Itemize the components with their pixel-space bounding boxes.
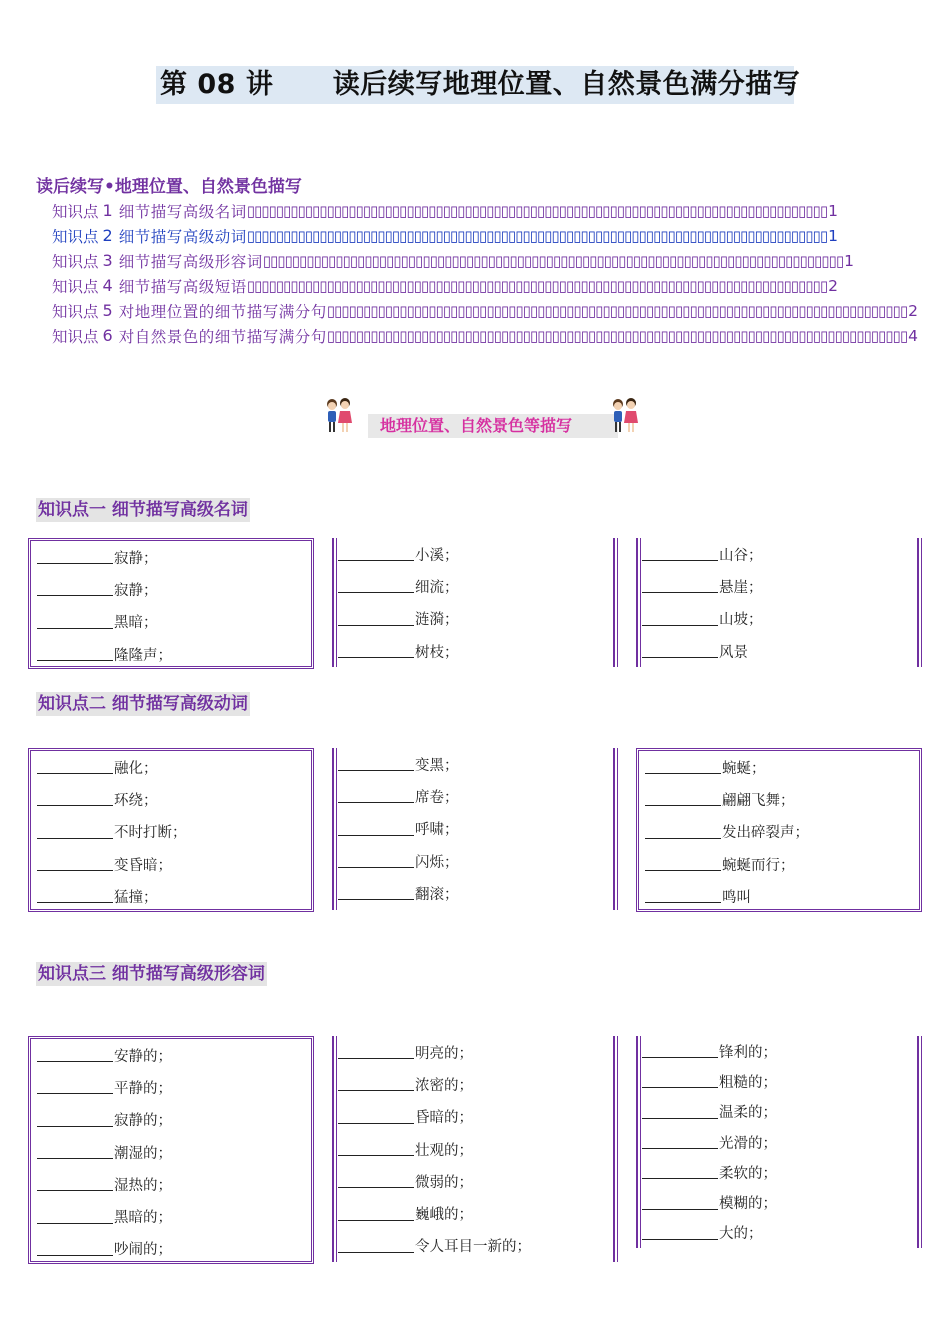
answer-blank[interactable]: [338, 612, 414, 626]
answer-blank[interactable]: [338, 547, 414, 561]
toc-leader: ▯▯▯▯▯▯▯▯▯▯▯▯▯▯▯▯▯▯▯▯▯▯▯▯▯▯▯▯▯▯▯▯▯▯▯▯▯▯▯▯▯▯▯▯▯▯▯▯▯▯▯▯▯▯▯▯▯▯▯▯▯▯▯▯▯▯▯▯▯▯▯▯▯▯▯▯▯▯▯▯: [246, 201, 828, 220]
toc-item-number: 3: [102, 251, 113, 270]
column-border: [332, 538, 337, 667]
vocab-word: 翻滚；: [415, 886, 459, 903]
section-heading-verbs: 知识点二 细节描写高级动词: [38, 694, 248, 714]
toc-leader: ▯▯▯▯▯▯▯▯▯▯▯▯▯▯▯▯▯▯▯▯▯▯▯▯▯▯▯▯▯▯▯▯▯▯▯▯▯▯▯▯▯▯▯▯▯▯▯▯▯▯▯▯▯▯▯▯▯▯▯▯▯▯▯▯▯▯▯▯▯▯▯▯▯▯▯▯▯▯▯▯: [326, 326, 908, 345]
toc-item-page: 1: [844, 251, 854, 270]
toc-item-page: 1: [828, 201, 838, 220]
answer-blank[interactable]: [338, 579, 414, 593]
section-banner: [324, 396, 654, 442]
section-heading-adjectives: 知识点三 细节描写高级形容词: [38, 964, 265, 984]
vocab-word: 潮湿的；: [114, 1145, 172, 1162]
vocab-word: 微弱的；: [415, 1174, 473, 1191]
vocab-word: 锋利的；: [719, 1044, 777, 1061]
banner-text: 地理位置、自然景色等描写: [368, 414, 618, 438]
word-column: [28, 1036, 314, 1264]
vocab-word: 悬崖；: [719, 579, 763, 596]
answer-blank[interactable]: [338, 757, 414, 771]
word-column: [332, 538, 618, 667]
vocab-item: [639, 880, 919, 912]
vocab-item: [332, 877, 618, 909]
vocab-item: [31, 1200, 311, 1232]
column-border: [917, 1036, 922, 1248]
vocab-item: [31, 606, 311, 638]
answer-blank[interactable]: [642, 1044, 718, 1058]
toc-item-label: 知识点: [52, 227, 99, 246]
column-border: [636, 538, 641, 667]
vocab-item: [332, 780, 618, 812]
vocab-item: [31, 751, 311, 783]
vocab-word: 寂静；: [114, 550, 158, 567]
answer-blank[interactable]: [37, 1145, 113, 1159]
vocab-item: [31, 848, 311, 880]
vocab-item: [636, 635, 922, 667]
vocab-item: [31, 573, 311, 605]
answer-blank[interactable]: [642, 1226, 718, 1240]
vocab-item: [332, 1133, 618, 1165]
vocab-item: [636, 1187, 922, 1217]
vocab-item: [31, 783, 311, 815]
vocab-word: 黑暗的；: [114, 1210, 172, 1227]
vocab-word: 鸣叫: [722, 889, 751, 906]
answer-blank[interactable]: [338, 1207, 414, 1221]
word-column: [28, 538, 314, 669]
vocab-item: [332, 748, 618, 780]
toc-item-number: 1: [102, 201, 113, 220]
vocab-word: 细流；: [415, 579, 459, 596]
vocab-item: [639, 848, 919, 880]
vocab-word: 黑暗；: [114, 615, 158, 632]
vocab-item: [332, 813, 618, 845]
vocab-item: [332, 570, 618, 602]
toc-item-page: 1: [828, 226, 838, 245]
toc-item-title: 细节描写高级形容词: [118, 252, 263, 271]
vocab-word: 令人耳目一新的；: [415, 1239, 531, 1256]
vocab-item: [31, 880, 311, 912]
answer-blank[interactable]: [37, 792, 113, 806]
toc-item-label: 知识点: [52, 327, 99, 346]
vocab-word: 温柔的；: [719, 1105, 777, 1122]
vocab-word: 不时打断；: [114, 825, 187, 842]
toc-item-number: 2: [102, 226, 113, 245]
vocab-word: 环绕；: [114, 792, 158, 809]
vocab-word: 寂静；: [114, 582, 158, 599]
word-column: [28, 748, 314, 912]
vocab-word: 明亮的；: [415, 1045, 473, 1062]
answer-blank[interactable]: [338, 886, 414, 900]
vocab-word: 安静的；: [114, 1048, 172, 1065]
vocab-word: 变昏暗；: [114, 857, 172, 874]
toc-leader: ▯▯▯▯▯▯▯▯▯▯▯▯▯▯▯▯▯▯▯▯▯▯▯▯▯▯▯▯▯▯▯▯▯▯▯▯▯▯▯▯▯▯▯▯▯▯▯▯▯▯▯▯▯▯▯▯▯▯▯▯▯▯▯▯▯▯▯▯▯▯▯▯▯▯▯▯▯▯▯▯: [246, 226, 828, 245]
vocab-word: 隆隆声；: [114, 647, 172, 664]
vocab-item: [31, 1233, 311, 1265]
column-border: [613, 748, 618, 910]
section-heading-nouns: 知识点一 细节描写高级名词: [38, 500, 248, 520]
toc-item-number: 5: [102, 301, 113, 320]
kids-icon: [610, 396, 640, 436]
answer-blank[interactable]: [37, 857, 113, 871]
vocab-item: [639, 783, 919, 815]
vocab-word: 巍峨的；: [415, 1207, 473, 1224]
vocab-word: 树枝；: [415, 644, 459, 661]
word-column: [636, 1036, 922, 1248]
vocab-item: [639, 816, 919, 848]
toc-item-page: 2: [828, 276, 838, 295]
vocab-item: [332, 603, 618, 635]
toc-item[interactable]: [52, 198, 838, 223]
answer-blank[interactable]: [338, 789, 414, 803]
vocab-item: [332, 1101, 618, 1133]
answer-blank[interactable]: [642, 1165, 718, 1179]
toc-item[interactable]: [52, 248, 854, 273]
answer-blank[interactable]: [642, 644, 718, 658]
column-border: [332, 748, 337, 910]
answer-blank[interactable]: [338, 1077, 414, 1091]
answer-blank[interactable]: [642, 1105, 718, 1119]
answer-blank[interactable]: [642, 579, 718, 593]
toc-item-title: 细节描写高级动词: [118, 227, 247, 246]
toc-item-label: 知识点: [52, 202, 99, 221]
vocab-item: [636, 603, 922, 635]
vocab-item: [31, 638, 311, 670]
answer-blank[interactable]: [37, 1113, 113, 1127]
answer-blank[interactable]: [37, 1242, 113, 1256]
vocab-word: 粗糙的；: [719, 1074, 777, 1091]
answer-blank[interactable]: [37, 760, 113, 774]
vocab-item: [332, 1197, 618, 1229]
toc-item[interactable]: [52, 298, 918, 323]
toc-list: [52, 198, 918, 348]
vocab-word: 浓密的；: [415, 1077, 473, 1094]
answer-blank[interactable]: [37, 1177, 113, 1191]
answer-blank[interactable]: [645, 760, 721, 774]
answer-blank[interactable]: [37, 889, 113, 903]
answer-blank[interactable]: [645, 857, 721, 871]
vocab-item: [636, 1157, 922, 1187]
vocab-word: 湿热的；: [114, 1177, 172, 1194]
vocab-item: [31, 1136, 311, 1168]
vocab-word: 吵闹的；: [114, 1242, 172, 1259]
kids-icon: [324, 396, 354, 436]
answer-blank[interactable]: [338, 822, 414, 836]
vocab-item: [332, 1165, 618, 1197]
toc-item-label: 知识点: [52, 302, 99, 321]
answer-blank[interactable]: [338, 1239, 414, 1253]
toc-item-label: 知识点: [52, 277, 99, 296]
toc-leader: ▯▯▯▯▯▯▯▯▯▯▯▯▯▯▯▯▯▯▯▯▯▯▯▯▯▯▯▯▯▯▯▯▯▯▯▯▯▯▯▯▯▯▯▯▯▯▯▯▯▯▯▯▯▯▯▯▯▯▯▯▯▯▯▯▯▯▯▯▯▯▯▯▯▯▯▯▯▯▯▯: [326, 301, 908, 320]
vocab-item: [31, 816, 311, 848]
word-column: [332, 748, 618, 910]
answer-blank[interactable]: [338, 1142, 414, 1156]
answer-blank[interactable]: [645, 792, 721, 806]
vocab-item: [636, 1127, 922, 1157]
column-border: [613, 1036, 618, 1262]
answer-blank[interactable]: [338, 644, 414, 658]
vocab-word: 光滑的；: [719, 1135, 777, 1152]
toc-item[interactable]: [52, 273, 838, 298]
vocab-word: 变黑；: [415, 757, 459, 774]
vocab-word: 翩翩飞舞；: [722, 792, 795, 809]
vocab-item: [332, 538, 618, 570]
answer-blank[interactable]: [338, 1045, 414, 1059]
vocab-word: 山坡；: [719, 612, 763, 629]
vocab-item: [332, 635, 618, 667]
vocab-word: 闪烁；: [415, 854, 459, 871]
toc-item-page: 4: [908, 326, 918, 345]
word-column: [332, 1036, 618, 1262]
answer-blank[interactable]: [642, 1196, 718, 1210]
vocab-item: [332, 1230, 618, 1262]
vocab-item: [332, 1036, 618, 1068]
vocab-word: 平静的；: [114, 1080, 172, 1097]
vocab-word: 猛撞；: [114, 889, 158, 906]
toc-item-label: 知识点: [52, 252, 99, 271]
toc-leader: ▯▯▯▯▯▯▯▯▯▯▯▯▯▯▯▯▯▯▯▯▯▯▯▯▯▯▯▯▯▯▯▯▯▯▯▯▯▯▯▯▯▯▯▯▯▯▯▯▯▯▯▯▯▯▯▯▯▯▯▯▯▯▯▯▯▯▯▯▯▯▯▯▯▯▯▯▯▯▯▯: [262, 251, 844, 270]
vocab-word: 壮观的；: [415, 1142, 473, 1159]
toc-item[interactable]: [52, 223, 838, 248]
toc-item[interactable]: [52, 323, 918, 348]
answer-blank[interactable]: [37, 647, 113, 661]
toc-item-number: 4: [102, 276, 113, 295]
vocab-word: 柔软的；: [719, 1165, 777, 1182]
vocab-item: [636, 1218, 922, 1248]
vocab-word: 发出碎裂声；: [722, 825, 809, 842]
toc-item-title: 对地理位置的细节描写满分句: [118, 302, 327, 321]
word-column: [636, 538, 922, 667]
toc-item-title: 细节描写高级名词: [118, 202, 247, 221]
answer-blank[interactable]: [645, 825, 721, 839]
vocab-item: [332, 1068, 618, 1100]
vocab-word: 蜿蜒而行；: [722, 857, 795, 874]
word-column: [636, 748, 922, 912]
answer-blank[interactable]: [37, 825, 113, 839]
vocab-item: [639, 751, 919, 783]
vocab-item: [332, 845, 618, 877]
answer-blank[interactable]: [338, 1174, 414, 1188]
vocab-word: 模糊的；: [719, 1196, 777, 1213]
vocab-item: [636, 538, 922, 570]
answer-blank[interactable]: [37, 615, 113, 629]
toc-leader: ▯▯▯▯▯▯▯▯▯▯▯▯▯▯▯▯▯▯▯▯▯▯▯▯▯▯▯▯▯▯▯▯▯▯▯▯▯▯▯▯▯▯▯▯▯▯▯▯▯▯▯▯▯▯▯▯▯▯▯▯▯▯▯▯▯▯▯▯▯▯▯▯▯▯▯▯▯▯▯▯: [246, 276, 828, 295]
vocab-word: 涟漪；: [415, 612, 459, 629]
answer-blank[interactable]: [338, 1110, 414, 1124]
vocab-item: [31, 1039, 311, 1071]
answer-blank[interactable]: [37, 1048, 113, 1062]
vocab-word: 席卷；: [415, 789, 459, 806]
answer-blank[interactable]: [642, 612, 718, 626]
vocab-word: 融化；: [114, 760, 158, 777]
column-border: [636, 1036, 641, 1248]
vocab-word: 昏暗的；: [415, 1110, 473, 1127]
vocab-word: 呼啸；: [415, 822, 459, 839]
answer-blank[interactable]: [37, 1080, 113, 1094]
answer-blank[interactable]: [37, 582, 113, 596]
toc-item-number: 6: [102, 326, 113, 345]
toc-item-title: 细节描写高级短语: [118, 277, 247, 296]
vocab-word: 蜿蜒；: [722, 760, 766, 777]
page-title: 第 08 讲 读后续写地理位置、自然景色满分描写: [156, 66, 794, 104]
toc-item-title: 对自然景色的细节描写满分句: [118, 327, 327, 346]
toc-item-page: 2: [908, 301, 918, 320]
vocab-item: [31, 1071, 311, 1103]
answer-blank[interactable]: [37, 1210, 113, 1224]
vocab-item: [31, 1168, 311, 1200]
vocab-item: [636, 570, 922, 602]
vocab-item: [636, 1097, 922, 1127]
answer-blank[interactable]: [642, 547, 718, 561]
column-border: [917, 538, 922, 667]
vocab-word: 风景: [719, 644, 748, 661]
column-border: [613, 538, 618, 667]
answer-blank[interactable]: [642, 1074, 718, 1088]
vocab-word: 山谷；: [719, 547, 763, 564]
answer-blank[interactable]: [642, 1135, 718, 1149]
vocab-item: [31, 1104, 311, 1136]
vocab-word: 大的；: [719, 1226, 763, 1243]
toc-heading: 读后续写•地理位置、自然景色描写: [36, 177, 302, 197]
vocab-item: [31, 541, 311, 573]
answer-blank[interactable]: [338, 854, 414, 868]
answer-blank[interactable]: [645, 889, 721, 903]
answer-blank[interactable]: [37, 550, 113, 564]
vocab-item: [636, 1036, 922, 1066]
vocab-item: [636, 1066, 922, 1096]
vocab-word: 寂静的；: [114, 1113, 172, 1130]
vocab-word: 小溪；: [415, 547, 459, 564]
column-border: [332, 1036, 337, 1262]
